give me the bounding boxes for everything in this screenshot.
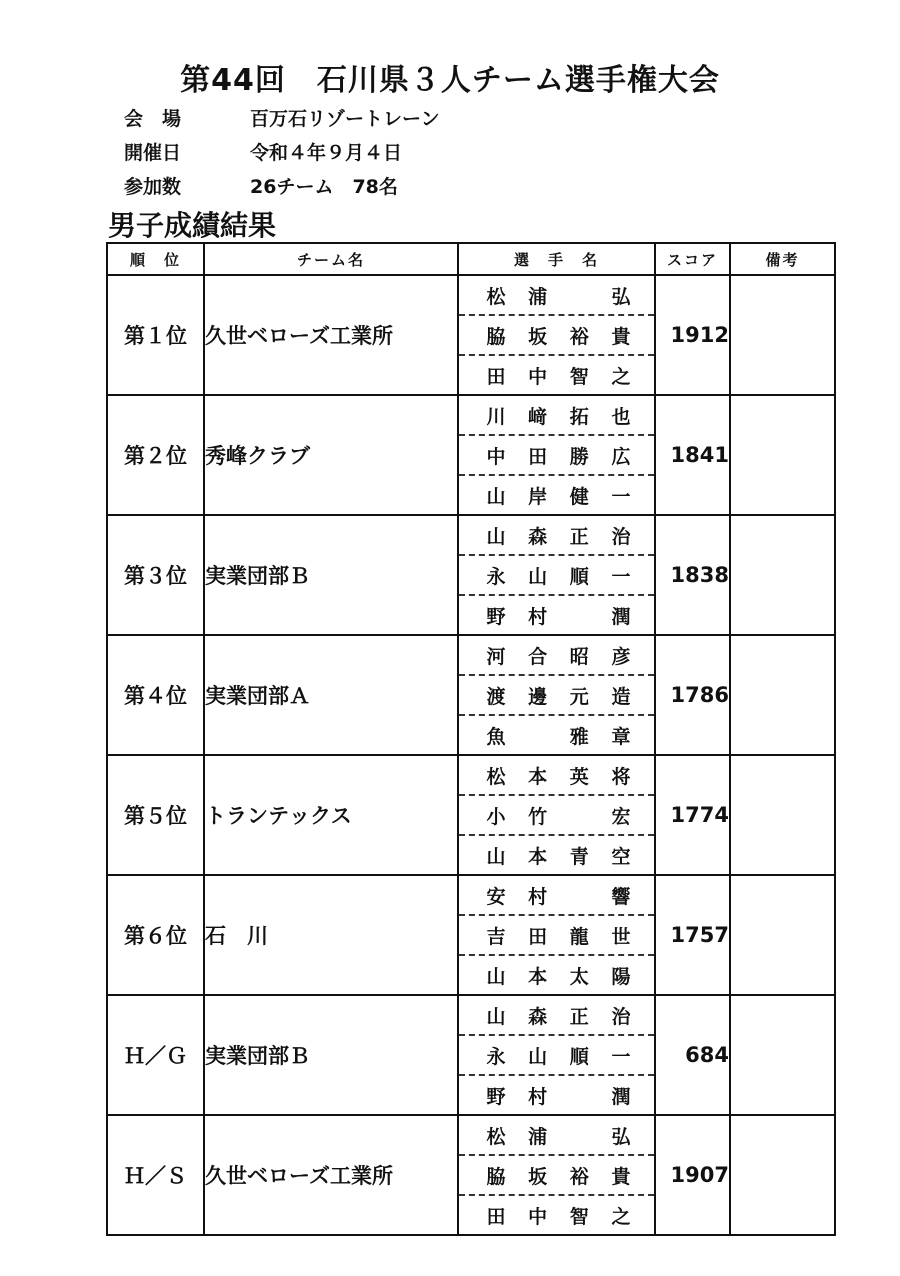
document-title: 第44回 石川県３人チーム選手権大会 xyxy=(180,63,720,98)
player-name xyxy=(459,516,654,556)
player-name-char: 本 xyxy=(528,845,548,868)
rank-cell: 第４位 xyxy=(107,635,204,755)
player-name-char: 山 xyxy=(486,965,506,988)
score-cell: 1786 xyxy=(655,635,730,755)
player-name-char: 田 xyxy=(486,1205,506,1228)
team-name-cell: 石 川 xyxy=(204,875,458,995)
info-value: 百万石リゾートレーン xyxy=(250,107,440,130)
player-name-char: 裕 xyxy=(569,325,589,348)
note-cell xyxy=(730,755,835,875)
player-name-char: 龍 xyxy=(569,925,589,948)
player-name-char: 世 xyxy=(611,925,631,948)
table-row xyxy=(107,1115,835,1235)
rank-cell: 第２位 xyxy=(107,395,204,515)
player-name-char: 脇 xyxy=(486,325,506,348)
rank-cell: Ｈ／Ｓ xyxy=(107,1115,204,1235)
player-name-char: 将 xyxy=(611,765,631,788)
event-info xyxy=(124,100,724,202)
note-cell xyxy=(730,995,835,1115)
rank-cell: 第６位 xyxy=(107,875,204,995)
player-name xyxy=(459,396,654,436)
header-rank: 順 位 xyxy=(107,243,204,275)
info-row-date xyxy=(124,134,724,168)
table-row xyxy=(107,875,835,995)
info-label: 会 場 xyxy=(124,107,182,130)
player-name-char: 一 xyxy=(611,1045,631,1068)
player-name-char: 野 xyxy=(486,1085,506,1108)
players-cell xyxy=(458,515,655,635)
player-name-char: 一 xyxy=(611,565,631,588)
score-cell: 1907 xyxy=(655,1115,730,1235)
player-name-char: 裕 xyxy=(569,1165,589,1188)
player-name-char: 中 xyxy=(528,1205,548,1228)
team-name-cell: 久世ベローズ工業所 xyxy=(204,1115,458,1235)
header-note: 備考 xyxy=(730,243,835,275)
player-name-char: 小 xyxy=(486,805,506,828)
player-name-char: 竹 xyxy=(528,805,548,828)
player-name xyxy=(459,996,654,1036)
players-cell xyxy=(458,995,655,1115)
player-name-char: 昭 xyxy=(569,645,589,668)
rank-cell: 第５位 xyxy=(107,755,204,875)
player-name xyxy=(459,436,654,476)
player-name-char: 貴 xyxy=(611,325,631,348)
player-name-char: 山 xyxy=(528,1045,548,1068)
team-name-cell: 秀峰クラブ xyxy=(204,395,458,515)
player-name xyxy=(459,556,654,596)
player-name-char: 安 xyxy=(486,885,506,908)
player-name-char: 山 xyxy=(486,845,506,868)
player-name-char: 中 xyxy=(486,445,506,468)
player-name xyxy=(459,716,654,754)
team-name-cell: 実業団部Ｂ xyxy=(204,995,458,1115)
header-score: スコア xyxy=(655,243,730,275)
player-name-char: 山 xyxy=(486,485,506,508)
player-name-char: 魚 xyxy=(486,725,506,748)
player-name-char: 松 xyxy=(486,285,506,308)
player-name-char: 貴 xyxy=(611,1165,631,1188)
player-name-char: 潤 xyxy=(611,1085,631,1108)
score-cell: 1912 xyxy=(655,275,730,395)
player-name-char: 之 xyxy=(611,365,631,388)
info-row-participants xyxy=(124,168,724,202)
player-name-char: 吉 xyxy=(486,925,506,948)
info-value: 令和４年９月４日 xyxy=(250,141,403,164)
player-name xyxy=(459,836,654,874)
players-cell xyxy=(458,395,655,515)
player-name-char: 渡 xyxy=(486,685,506,708)
player-name-char: 本 xyxy=(528,965,548,988)
table-row xyxy=(107,755,835,875)
player-name-char: 田 xyxy=(528,925,548,948)
player-name-char: 潤 xyxy=(611,605,631,628)
player-name xyxy=(459,1076,654,1114)
player-name-char: 村 xyxy=(528,885,548,908)
player-name xyxy=(459,1036,654,1076)
note-cell xyxy=(730,635,835,755)
player-name-char: 雅 xyxy=(569,725,589,748)
player-name-char: 河 xyxy=(486,645,506,668)
player-name-char: 本 xyxy=(528,765,548,788)
player-name-char: 松 xyxy=(486,765,506,788)
team-name-cell: 実業団部Ａ xyxy=(204,635,458,755)
rank-cell: 第１位 xyxy=(107,275,204,395)
team-name-cell: トランテックス xyxy=(204,755,458,875)
player-name-char: 宏 xyxy=(611,805,631,828)
info-value: 26チーム 78名 xyxy=(250,175,398,198)
player-name-char: 拓 xyxy=(569,405,589,428)
player-name-char: 正 xyxy=(569,1005,589,1028)
note-cell xyxy=(730,515,835,635)
player-name-char: 森 xyxy=(528,1005,548,1028)
player-name-char: 川 xyxy=(486,405,506,428)
info-row-venue xyxy=(124,100,724,134)
player-name-char: 空 xyxy=(611,845,631,868)
score-cell: 1841 xyxy=(655,395,730,515)
player-name xyxy=(459,756,654,796)
table-header-row xyxy=(107,243,835,275)
score-cell: 1774 xyxy=(655,755,730,875)
rank-cell: 第３位 xyxy=(107,515,204,635)
players-cell xyxy=(458,875,655,995)
player-name-char: 弘 xyxy=(611,1125,631,1148)
player-name-char: 浦 xyxy=(528,285,548,308)
note-cell xyxy=(730,875,835,995)
score-cell: 1838 xyxy=(655,515,730,635)
player-name-char: 邊 xyxy=(528,685,548,708)
player-name-char: 﨑 xyxy=(528,405,548,428)
player-name-char: 健 xyxy=(569,485,589,508)
player-name-char: 村 xyxy=(528,1085,548,1108)
player-name-char: 勝 xyxy=(569,445,589,468)
player-name xyxy=(459,356,654,394)
player-name-char: 章 xyxy=(611,725,631,748)
player-name-char: 一 xyxy=(611,485,631,508)
players-cell xyxy=(458,755,655,875)
header-players: 選 手 名 xyxy=(458,243,655,275)
header-team: チーム名 xyxy=(204,243,458,275)
player-name-char: 青 xyxy=(569,845,589,868)
player-name-char: 弘 xyxy=(611,285,631,308)
players-cell xyxy=(458,635,655,755)
score-cell: 684 xyxy=(655,995,730,1115)
table-row xyxy=(107,995,835,1115)
player-name-char: 広 xyxy=(611,445,631,468)
player-name-char: 永 xyxy=(486,1045,506,1068)
player-name-char: 英 xyxy=(569,765,589,788)
table-row xyxy=(107,395,835,515)
player-name xyxy=(459,316,654,356)
player-name-char: 智 xyxy=(569,365,589,388)
player-name-char: 元 xyxy=(569,685,589,708)
player-name-char: 松 xyxy=(486,1125,506,1148)
team-name-cell: 久世ベローズ工業所 xyxy=(204,275,458,395)
player-name-char: 合 xyxy=(528,645,548,668)
player-name-char: 響 xyxy=(611,885,631,908)
player-name-char: 造 xyxy=(611,685,631,708)
player-name xyxy=(459,956,654,994)
note-cell xyxy=(730,275,835,395)
player-name-char: 順 xyxy=(569,1045,589,1068)
info-label: 参加数 xyxy=(124,175,182,198)
player-name xyxy=(459,636,654,676)
player-name-char: 陽 xyxy=(611,965,631,988)
player-name-char: 治 xyxy=(611,1005,631,1028)
rank-cell: Ｈ／Ｇ xyxy=(107,995,204,1115)
table-row xyxy=(107,515,835,635)
note-cell xyxy=(730,1115,835,1235)
player-name-char: 彦 xyxy=(611,645,631,668)
player-name-char: 山 xyxy=(486,525,506,548)
player-name-char: 田 xyxy=(486,365,506,388)
players-cell xyxy=(458,275,655,395)
results-table xyxy=(106,242,836,1236)
player-name xyxy=(459,1116,654,1156)
player-name xyxy=(459,796,654,836)
table-row xyxy=(107,635,835,755)
player-name xyxy=(459,916,654,956)
info-label: 開催日 xyxy=(124,141,182,164)
player-name xyxy=(459,676,654,716)
player-name-char: 治 xyxy=(611,525,631,548)
player-name xyxy=(459,276,654,316)
players-cell xyxy=(458,1115,655,1235)
player-name-char: 村 xyxy=(528,605,548,628)
player-name-char: 山 xyxy=(486,1005,506,1028)
player-name-char: 也 xyxy=(611,405,631,428)
player-name xyxy=(459,476,654,514)
player-name xyxy=(459,1196,654,1234)
player-name xyxy=(459,1156,654,1196)
player-name-char: 太 xyxy=(569,965,589,988)
player-name-char: 智 xyxy=(569,1205,589,1228)
player-name-char: 中 xyxy=(528,365,548,388)
player-name xyxy=(459,876,654,916)
player-name-char: 浦 xyxy=(528,1125,548,1148)
player-name-char: 岸 xyxy=(528,485,548,508)
player-name-char: 田 xyxy=(528,445,548,468)
team-name-cell: 実業団部Ｂ xyxy=(204,515,458,635)
player-name-char: 正 xyxy=(569,525,589,548)
player-name-char: 坂 xyxy=(528,1165,548,1188)
player-name-char: 山 xyxy=(528,565,548,588)
player-name-char: 順 xyxy=(569,565,589,588)
player-name xyxy=(459,596,654,634)
player-name-char: 野 xyxy=(486,605,506,628)
table-row xyxy=(107,275,835,395)
player-name-char: 坂 xyxy=(528,325,548,348)
player-name-char: 森 xyxy=(528,525,548,548)
score-cell: 1757 xyxy=(655,875,730,995)
player-name-char: 永 xyxy=(486,565,506,588)
player-name-char: 脇 xyxy=(486,1165,506,1188)
player-name-char: 之 xyxy=(611,1205,631,1228)
section-title: 男子成績結果 xyxy=(108,209,277,242)
note-cell xyxy=(730,395,835,515)
